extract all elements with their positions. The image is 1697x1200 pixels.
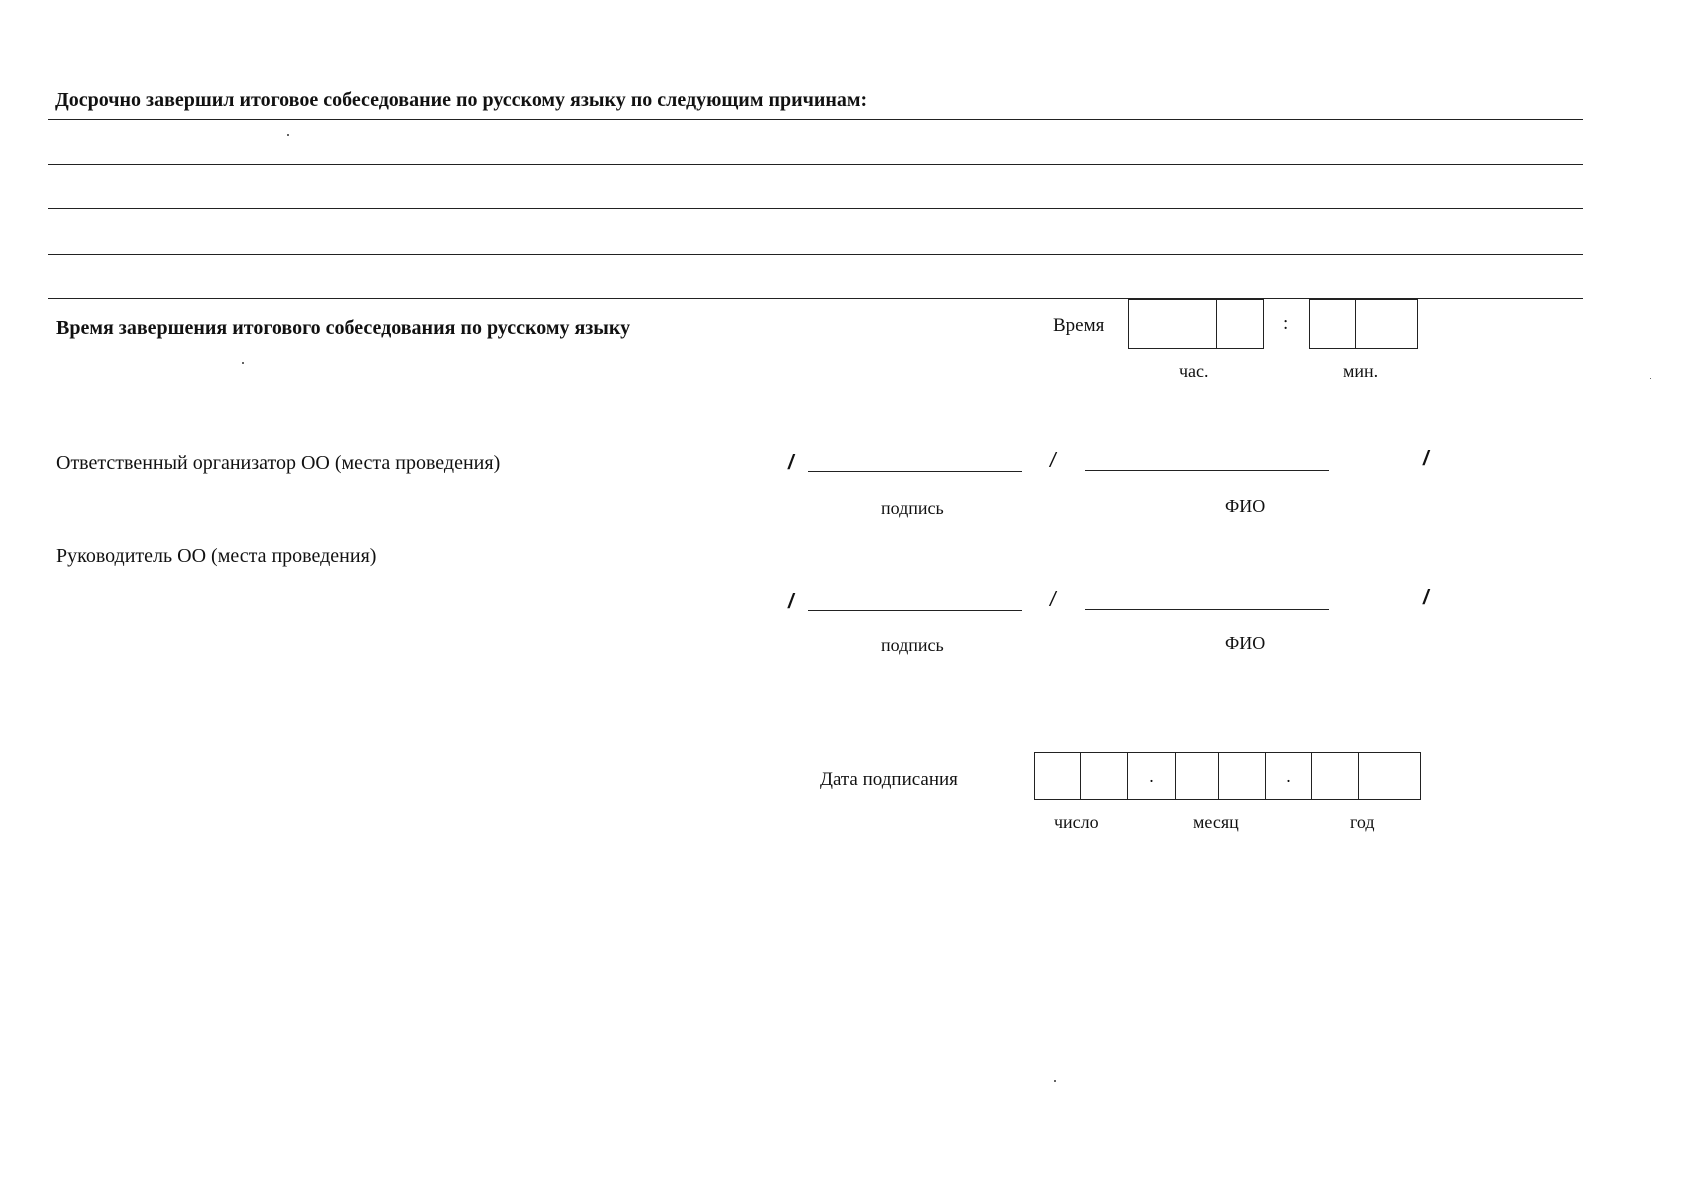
time-separator: : — [1283, 313, 1289, 334]
day-caption: число — [1054, 812, 1099, 832]
hours-digit-2[interactable] — [1217, 300, 1263, 348]
scan-speck — [242, 362, 244, 364]
organizer-name-line[interactable] — [1085, 470, 1329, 471]
head-slash-2: / — [1050, 589, 1056, 611]
date-dot-2: . — [1266, 753, 1312, 799]
early-completion-heading: Досрочно завершил итоговое собеседование по русскому языку по следующим причинам: — [55, 89, 868, 111]
date-dot-1: . — [1128, 753, 1176, 799]
organizer-label: Ответственный организатор ОО (места проведения) — [56, 452, 501, 474]
hours-digit-1[interactable] — [1129, 300, 1217, 348]
head-slash-3: / — [1423, 587, 1429, 609]
head-name-line[interactable] — [1085, 609, 1329, 610]
head-slash-1: / — [788, 591, 794, 613]
month-caption: месяц — [1193, 812, 1239, 832]
head-label: Руководитель ОО (места проведения) — [56, 545, 377, 567]
end-time-heading: Время завершения итогового собеседования по русскому языку — [56, 317, 631, 339]
minutes-boxes — [1309, 299, 1418, 349]
scan-speck — [1650, 378, 1651, 379]
reason-line-2[interactable] — [48, 164, 1583, 165]
organizer-slash-3: / — [1423, 448, 1429, 470]
hours-caption: час. — [1179, 361, 1209, 381]
hours-boxes — [1128, 299, 1264, 349]
signing-date-boxes — [1034, 752, 1421, 800]
year-digit-1[interactable] — [1312, 753, 1359, 799]
head-name-caption: ФИО — [1225, 633, 1266, 653]
reason-line-1[interactable] — [48, 119, 1583, 120]
minutes-digit-2[interactable] — [1356, 300, 1417, 348]
day-digit-2[interactable] — [1081, 753, 1128, 799]
scan-speck — [287, 134, 289, 136]
organizer-signature-caption: подпись — [881, 498, 944, 518]
minutes-digit-1[interactable] — [1310, 300, 1356, 348]
head-signature-caption: подпись — [881, 635, 944, 655]
reason-line-3[interactable] — [48, 208, 1583, 209]
scan-speck — [1054, 1080, 1056, 1082]
head-signature-line[interactable] — [808, 610, 1022, 611]
organizer-name-caption: ФИО — [1225, 496, 1266, 516]
year-caption: год — [1350, 812, 1375, 832]
organizer-slash-2: / — [1050, 450, 1056, 472]
year-digit-2[interactable] — [1359, 753, 1419, 799]
month-digit-1[interactable] — [1176, 753, 1219, 799]
minutes-caption: мин. — [1343, 361, 1379, 381]
time-field-label: Время — [1053, 315, 1105, 336]
signing-date-label: Дата подписания — [820, 769, 958, 790]
day-digit-1[interactable] — [1035, 753, 1081, 799]
organizer-signature-line[interactable] — [808, 471, 1022, 472]
organizer-slash-1: / — [788, 452, 794, 474]
month-digit-2[interactable] — [1219, 753, 1266, 799]
reason-line-4[interactable] — [48, 254, 1583, 255]
